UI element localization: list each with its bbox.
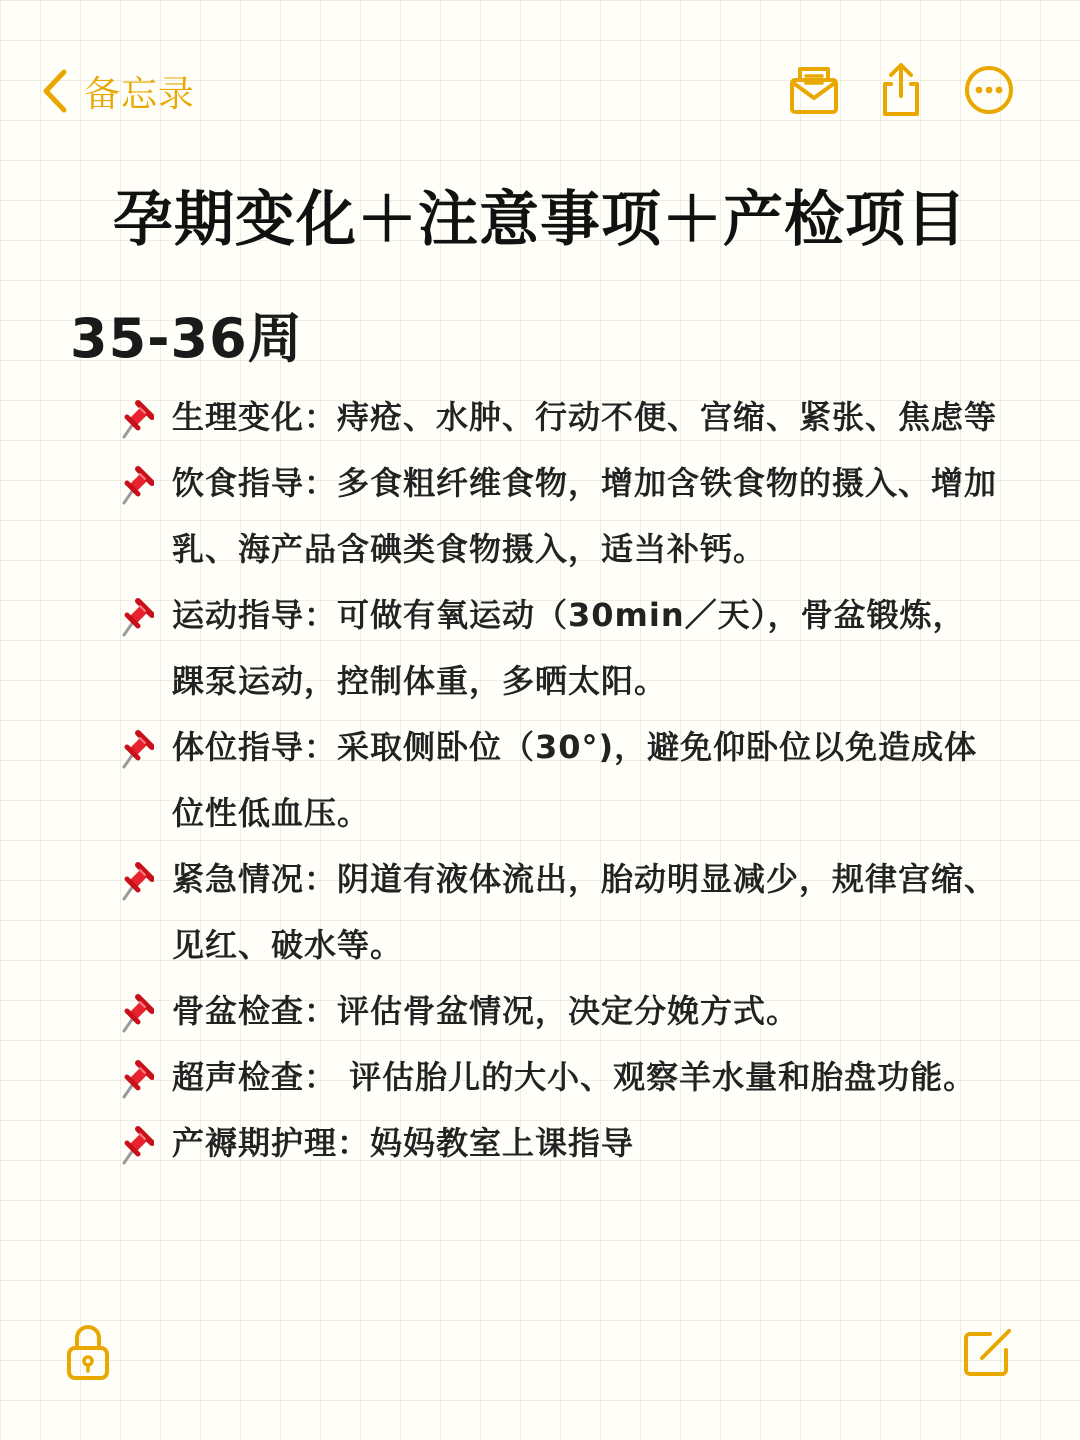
compose-icon bbox=[960, 1324, 1016, 1384]
week-heading: 35-36周 bbox=[70, 307, 303, 370]
envelope-button[interactable] bbox=[786, 62, 842, 118]
lock-icon bbox=[66, 1322, 110, 1386]
list-item-3 bbox=[118, 582, 998, 714]
lock-button[interactable] bbox=[58, 1322, 118, 1386]
list-item-text: 饮食指导：多食粗纤维食物，增加含铁食物的摄入、增加乳、海产品含碘类食物摄入，适当补钙。 bbox=[172, 464, 998, 568]
list-item-2 bbox=[118, 450, 998, 582]
chevron-left-icon bbox=[40, 68, 70, 114]
list-item-6 bbox=[118, 978, 998, 1044]
list-item-text: 产褥期护理：妈妈教室上课指导 bbox=[172, 1124, 635, 1162]
compose-button[interactable] bbox=[958, 1322, 1018, 1386]
pushpin-icon bbox=[118, 1122, 154, 1162]
envelope-icon bbox=[788, 64, 840, 116]
pushpin-icon bbox=[118, 594, 154, 634]
list-item-7 bbox=[118, 1044, 998, 1110]
back-label: 备忘录 bbox=[84, 73, 196, 115]
pushpin-icon bbox=[118, 990, 154, 1030]
note-title: 孕期变化＋注意事项＋产检项目 bbox=[113, 185, 967, 255]
list-item-text: 骨盆检查：评估骨盆情况，决定分娩方式。 bbox=[172, 992, 800, 1030]
share-button[interactable] bbox=[873, 62, 929, 118]
list-item-5 bbox=[118, 846, 998, 978]
list-item-text: 体位指导：采取侧卧位（30°)，避免仰卧位以免造成体位性低血压。 bbox=[172, 728, 978, 832]
pushpin-icon bbox=[118, 858, 154, 898]
back-button[interactable] bbox=[40, 62, 195, 120]
pushpin-icon bbox=[118, 462, 154, 502]
list-item-4 bbox=[118, 714, 998, 846]
pushpin-icon bbox=[118, 726, 154, 766]
list-item-text: 超声检查： 评估胎儿的大小、观察羊水量和胎盘功能。 bbox=[172, 1058, 977, 1096]
list-item-text: 运动指导：可做有氧运动（30min／天），骨盆锻炼，踝泵运动，控制体重，多晒太阳。 bbox=[172, 596, 966, 700]
pushpin-icon bbox=[118, 1056, 154, 1096]
share-icon bbox=[877, 62, 925, 118]
note-list bbox=[118, 384, 998, 1176]
list-item-8 bbox=[118, 1110, 998, 1176]
more-icon bbox=[963, 64, 1015, 116]
more-button[interactable] bbox=[961, 62, 1017, 118]
list-item-text: 生理变化：痔疮、水肿、行动不便、宫缩、紧张、焦虑等 bbox=[172, 398, 998, 436]
pushpin-icon bbox=[118, 396, 154, 436]
list-item-text: 紧急情况：阴道有液体流出，胎动明显减少，规律宫缩、见红、破水等。 bbox=[172, 860, 998, 964]
list-item-1 bbox=[118, 384, 998, 450]
top-toolbar bbox=[0, 0, 1080, 180]
